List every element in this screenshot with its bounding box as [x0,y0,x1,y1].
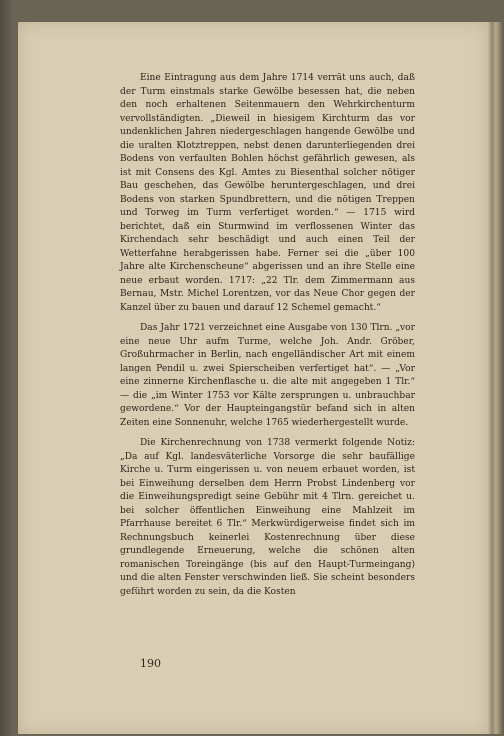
paragraph-3: Die Kirchenrechnung von 1738 vermerkt folgende Notiz: „Da auf Kgl. landesväterliche Vorsorge die sehr baufällige Kirche u. Turm eingerissen u. von neuem erbauet worden, ist bei Einweihung derselben dem Herrn Probst Lindenberg vor die Einweihungspredigt seine Gebühr mit 4 Tlrn. gereichet u. bei solcher öffentlichen Einweihung eine Mahlzeit im Pfarrhause bereitet 6 Tlr.“ Merkwürdigerweise findet sich im Rechnungsbuch keinerlei Kostenrechnung über diese grundlegende Erneuerung, welche die schönen alten romanischen Toreingänge (bis auf den Haupt-Turmeingang) und die alten Fenster verschwinden ließ. Sie scheint besonders geführt worden zu sein, da die Kosten [120,438,415,597]
paragraph-1: Eine Eintragung aus dem Jahre 1714 verrät uns auch, daß der Turm einstmals starke Gewölbe besessen hat, die neben den noch erhaltenen Seitenmauern den Wehrkirchenturm vervollständigten. „Dieweil in hiesigem Kirchturm das vor undenklichen Jahren niedergeschlagen hangende Gewölbe und die uralten Klotztreppen, nebst denen darunterliegenden drei Bodens von verfaulten Bohlen höchst gefährlich gewesen, als ist mit Consens des Kgl. Amtes zu Biesenthal solcher nötiger Bau geschehen, das Gewölbe heruntergeschlagen, und drei Bodens von starken Spundbrettern, und die nötigen Treppen und Torweg im Turm verfertiget worden.“ — 1715 wird berichtet, daß ein Sturmwind im verflossenen Winter das Kirchendach sehr beschädigt und auch einen Teil der Wetterfahne herabgerissen habe. Ferner sei die „über 100 Jahre alte Kirchenscheune“ abgerissen und an ihre Stelle eine neue erbaut worden. 1717: „22 Tlr. dem Zimmermann aus Bernau, Mstr. Michel Lorentzen, vor das Neue Chor gegen der Kanzel über zu bauen und darauf 12 Schemel gemacht.“ [120,73,415,313]
facing-page-edge [488,22,504,734]
body-text [120,72,415,606]
page-number: 190 [140,657,161,670]
paragraph-2: Das Jahr 1721 verzeichnet eine Ausgabe von 130 Tlrn. „vor eine neue Uhr aufm Turme, welche Joh. Andr. Gröber, Großuhrmacher in Berlin, nach engelländischer Art mit einem langen Pendil u. zwei Spierscheiben verfertiget hat“. — „Vor eine zinnerne Kirchenflasche u. die alte mit angegeben 1 Tlr.“ — die „im Winter 1753 vor Kälte zersprungen u. unbrauchbar gewordene.“ Vor der Haupteingangstür befand sich in alten Zeiten eine Sonnenuhr, welche 1765 wiederhergestellt wurde. [120,323,415,428]
